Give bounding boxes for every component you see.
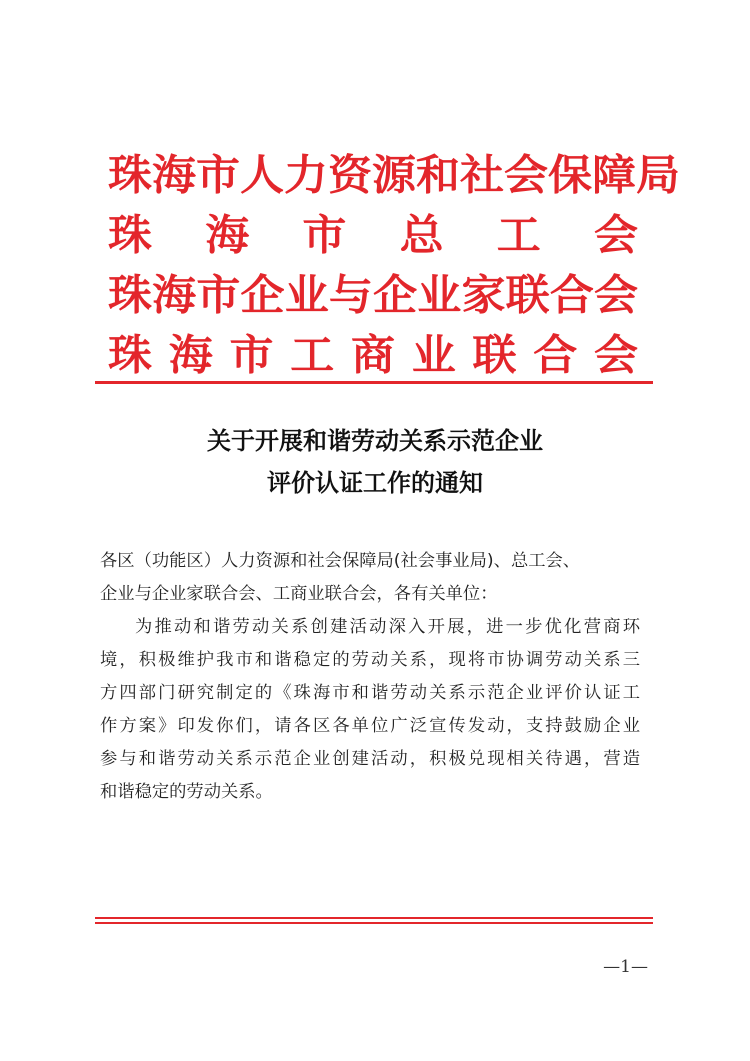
paragraph-line-1: 为推动和谐劳动关系创建活动深入开展，进一步优化营商环: [135, 617, 640, 637]
letterhead-line-entrepreneurs: 珠海市企业与企业家联合会: [108, 271, 638, 320]
title-line-2: 评价认证工作的通知: [267, 468, 483, 497]
footer-red-rule-top: [95, 917, 653, 919]
document-title: [100, 420, 650, 504]
document-body: [100, 545, 640, 809]
paragraph-line-6: 和谐稳定的劳动关系。: [100, 782, 273, 802]
addressee-line-2: 企业与企业家联合会、工商业联合会，各有关单位：: [100, 584, 498, 604]
title-line-1: 关于开展和谐劳动关系示范企业: [207, 426, 543, 455]
paragraph-line-3: 方四部门研究制定的《珠海市和谐劳动关系示范企业评价认证工: [100, 683, 640, 703]
letterhead-red-rule: [95, 381, 653, 384]
page-number: —1—: [603, 957, 648, 977]
letterhead-line-commerce: 珠海市工商业联合会: [108, 331, 638, 380]
paragraph-line-2: 境，积极维护我市和谐稳定的劳动关系，现将市协调劳动关系三: [100, 650, 640, 670]
footer-red-rule-bottom: [95, 922, 653, 924]
paragraph-line-5: 参与和谐劳动关系示范企业创建活动，积极兑现相关待遇，营造: [100, 749, 640, 769]
paragraph-line-4: 作方案》印发你们，请各区各单位广泛宣传发动，支持鼓励企业: [100, 716, 640, 736]
letterhead-line-union: 珠海市总工会: [108, 211, 638, 260]
letterhead: [108, 146, 680, 386]
addressee-line-1: 各区（功能区）人力资源和社会保障局(社会事业局)、总工会、: [100, 551, 581, 571]
letterhead-line-hrss: 珠海市人力资源和社会保障局: [108, 151, 680, 200]
